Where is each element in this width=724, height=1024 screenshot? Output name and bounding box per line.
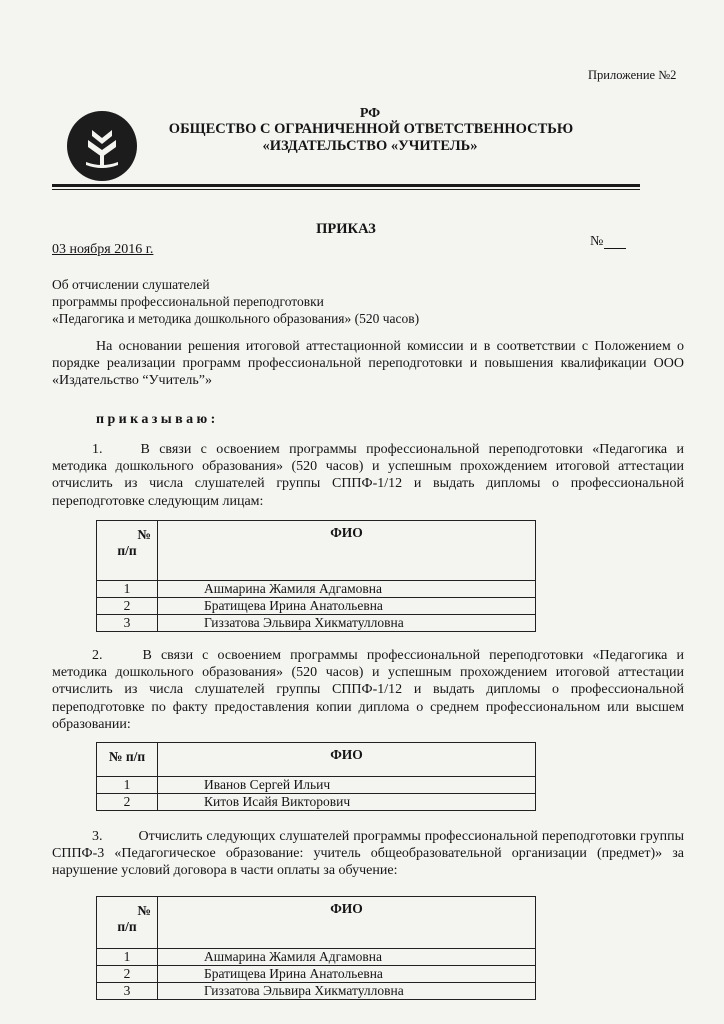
table-cell-num: 3 [97,615,158,632]
table-row [97,794,536,811]
table-3 [96,896,536,1000]
table-cell-num: 2 [97,794,158,811]
table-cell-name: Гиззатова Эльвира Хикматулловна [158,615,536,632]
table-row [97,983,536,1000]
header-rule-thin [52,189,640,190]
item-2-paragraph [52,647,684,733]
subject-line-3: «Педагогика и методика дошкольного образования» (520 часов) [52,311,420,326]
table-cell-name: Ашмарина Жамиля Адгамовна [158,949,536,966]
table-1-header-name: ФИО [158,521,536,581]
order-subject [52,276,419,327]
preamble-paragraph: На основании решения итоговой аттестационной комиссии и в соответствии с Положением о порядке реализации программ профессиональной переподготовки и повышения квалификации ООО «Издательство “Учитель”» [52,339,684,389]
item-3-text: Отчислить следующих слушателей программы профессиональной переподготовки группы СППФ-3 «Педагогическое образование: учитель общеобразовательной организации (предмет)» за нарушение условий договора в части оплаты за обучение: [52,829,684,879]
table-row [97,598,536,615]
appendix-label: Приложение №2 [588,68,677,82]
table-2-header-name: ФИО [158,743,536,777]
table-3-header-name: ФИО [158,897,536,949]
order-date: 03 ноября 2016 г. [52,242,154,257]
table-cell-name: Иванов Сергей Ильич [158,777,536,794]
table-cell-name: Гиззатова Эльвира Хикматулловна [158,983,536,1000]
order-number-blank [604,248,626,249]
table-1 [96,520,536,632]
table-cell-name: Братищева Ирина Анатольевна [158,966,536,983]
table-cell-num: 2 [97,966,158,983]
item-3-number: 3. [92,829,103,844]
table-cell-num: 1 [97,949,158,966]
item-3-paragraph [52,828,684,880]
table-3-header-num: № п/п [97,897,158,949]
table-cell-num: 1 [97,581,158,598]
table-cell-name: Братищева Ирина Анатольевна [158,598,536,615]
table-2 [96,742,536,811]
item-2-text: В связи с освоением программы профессиональной переподготовки «Педагогика и методика дошкольного образования» (520 часов) и успешным прохождением итоговой аттестации отчислить из числа слушателей группы СППФ-1/12 и выдать дипломы о профессиональной переподготовке по факту предоставления копии диплома о среднем профессиональном или высшем образовании: [52,648,684,732]
table-row [97,615,536,632]
subject-line-1: Об отчислении слушателей [52,277,210,292]
table-cell-num: 1 [97,777,158,794]
item-1-number: 1. [92,442,103,457]
header-rule-thick [52,184,640,187]
table-cell-num: 3 [97,983,158,1000]
order-word: приказываю: [96,412,219,427]
table-row [97,966,536,983]
subject-line-2: программы профессиональной переподготовки [52,294,324,309]
table-2-header-num: № п/п [97,743,158,777]
table-cell-name: Китов Исайя Викторович [158,794,536,811]
table-row [97,777,536,794]
table-cell-num: 2 [97,598,158,615]
org-name-line1: ОБЩЕСТВО С ОГРАНИЧЕННОЙ ОТВЕТСТВЕННОСТЬЮ [168,121,574,137]
table-cell-name: Ашмарина Жамиля Адгамовна [158,581,536,598]
org-name-line2: «ИЗДАТЕЛЬСТВО «УЧИТЕЛЬ» [262,138,478,154]
item-1-paragraph [52,441,684,510]
table-row [97,581,536,598]
org-country: РФ [359,106,381,121]
table-1-header-num: № п/п [97,521,158,581]
item-1-text: В связи с освоением программы профессиональной переподготовки «Педагогика и методика дошкольного образования» (520 часов) и успешным прохождением итоговой аттестации отчислить из числа слушателей группы СППФ-1/12 и выдать дипломы о профессиональной переподготовке следующим лицам: [52,442,684,509]
item-2-number: 2. [92,648,103,663]
order-number-label: № [590,234,604,249]
document-title: ПРИКАЗ [316,221,376,237]
table-row [97,949,536,966]
publisher-logo-icon [66,110,138,182]
